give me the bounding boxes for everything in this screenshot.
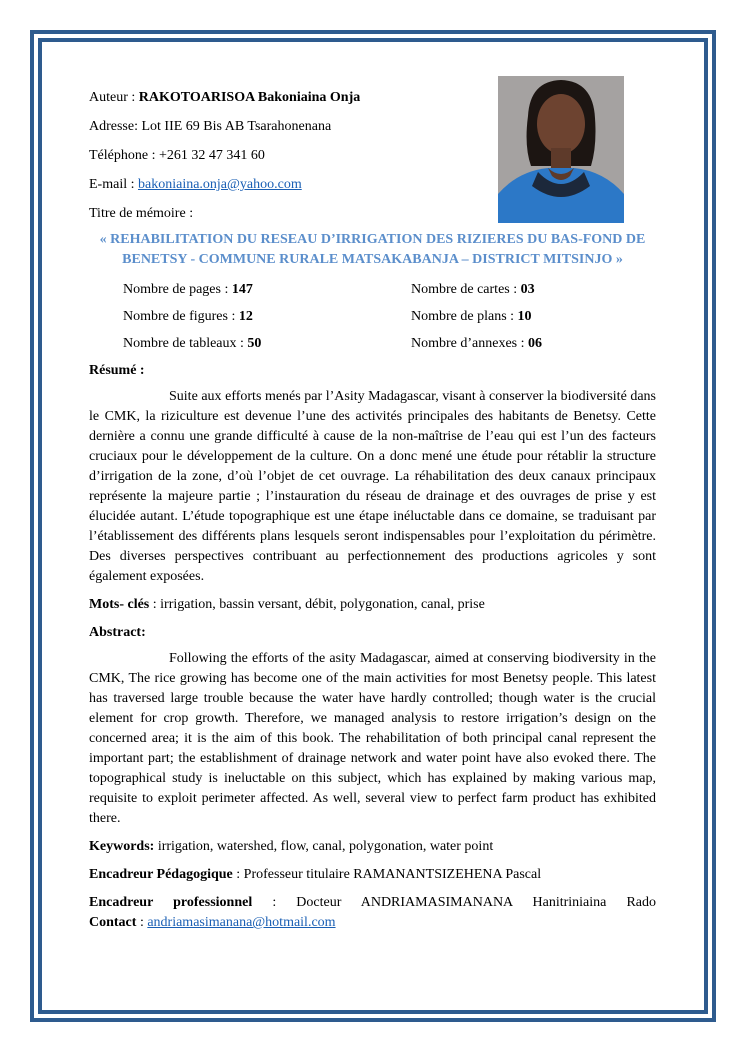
thesis-title: « REHABILITATION DU RESEAU D’IRRIGATION DES RIZIERES DU BAS-FOND DE BENETSY - COMMUNE RURALE MATSAKABANJA – DISTRICT MITSINJO » — [99, 232, 646, 267]
stat-tableaux-value: 50 — [247, 336, 262, 351]
stat-cartes-value: 03 — [520, 282, 535, 297]
mots-cles — [89, 595, 656, 615]
author-label: Auteur : — [89, 90, 139, 105]
mots-cles-value: : irrigation, bassin versant, débit, polygonation, canal, prise — [149, 597, 485, 612]
stat-figures-label: Nombre de figures : — [123, 309, 239, 324]
encadreur-pedagogique-value: : Professeur titulaire RAMANANTSIZEHENA Pascal — [232, 867, 542, 882]
stat-plans — [411, 307, 532, 327]
stat-annexes-value: 06 — [528, 336, 543, 351]
thesis-label: Titre de mémoire : — [89, 206, 194, 221]
address-line: Adresse: Lot IIE 69 Bis AB Tsarahonenana — [89, 119, 332, 134]
stat-figures-value: 12 — [238, 309, 253, 324]
abstract-text: Following the efforts of the asity Madagascar, aimed at conserving biodiversity in the CMK, The rice growing has become one of the main activities for most Benetsy people. This latest has traversed large trouble because the water have hardly controlled; though water is the crucial element for crop growth. Therefore, we managed analysis to restore irrigation’s design on the concerned area; it is the aim of this book. The rehabilitation of both principal canal represent the important part; the establishment of drainage network and water point have also evoked there. The topographical study is ineluctable on this subject, which has explained by making various map, requisite to exploit perimeter affected. As well, several view to perfect farm product has exhibited there. — [89, 651, 656, 826]
resume-text: Suite aux efforts menés par l’Asity Madagascar, visant à conserver la biodiversité dans le CMK, la riziculture est devenue l’une des activités principales des habitants de Benetsy. Cette dernière a connu une grande difficulté à cause de la non-maîtrise de l’eau qui est l’un des facteurs cruciaux pour le développement de la culture. On a donc mené une étude pour rétablir la structure d’irrigation de la zone, d’où l’objet de cet ouvrage. La réhabilitation des deux canaux principaux représente la majeure partie ; l’instauration du réseau de drainage et des ouvrages de prise y est élucidée autant. L’étude topographique est une étape inéluctable dans ce domaine, se traduisant par l’établissement des différents plans lesquels seront indispensables pour l’exploitation du périmètre. Des diverses perspectives contribuant au perfectionnement des productions agricoles y sont également exposées. — [89, 389, 656, 584]
keywords — [89, 837, 656, 857]
stat-plans-value: 10 — [517, 309, 532, 324]
stats-row — [123, 280, 656, 300]
author-line — [89, 88, 656, 108]
stat-pages-value: 147 — [231, 282, 253, 297]
stat-cartes — [411, 280, 535, 300]
mots-cles-label: Mots- clés — [89, 597, 150, 612]
phone-line: Téléphone : +261 32 47 341 60 — [89, 148, 265, 163]
email-label: E-mail : — [89, 177, 138, 192]
stat-plans-label: Nombre de plans : — [411, 309, 518, 324]
abstract-heading: Abstract: — [89, 625, 146, 640]
contact — [89, 913, 656, 933]
stat-tableaux — [123, 334, 411, 354]
stat-annexes — [411, 334, 542, 354]
keywords-value: irrigation, watershed, flow, canal, polygonation, water point — [154, 839, 494, 854]
encadreur-pedagogique-label: Encadreur Pédagogique — [89, 867, 233, 882]
resume-heading: Résumé : — [89, 363, 145, 378]
stat-figures — [123, 307, 411, 327]
stat-pages — [123, 280, 411, 300]
document-body — [89, 88, 656, 933]
author-name: RAKOTOARISOA Bakoniaina Onja — [138, 90, 361, 105]
stat-tableaux-label: Nombre de tableaux : — [123, 336, 248, 351]
contact-label: Contact — [89, 915, 137, 930]
document-stats — [123, 280, 656, 354]
email-link[interactable]: bakoniaina.onja@yahoo.com — [138, 177, 302, 192]
stats-row — [123, 307, 656, 327]
keywords-label: Keywords: — [89, 839, 155, 854]
stat-cartes-label: Nombre de cartes : — [411, 282, 521, 297]
contact-separator: : — [136, 915, 148, 930]
stat-pages-label: Nombre de pages : — [123, 282, 232, 297]
encadreur-pedagogique — [89, 865, 656, 885]
stat-annexes-label: Nombre d’annexes : — [411, 336, 529, 351]
email-line — [89, 175, 656, 195]
contact-email-link[interactable]: andriamasimanana@hotmail.com — [147, 915, 336, 930]
encadreur-professionnel-label: Encadreur professionnel — [89, 895, 253, 910]
encadreur-professionnel-value: : Docteur ANDRIAMASIMANANA Hanitriniaina Rado — [252, 895, 656, 910]
stats-row — [123, 334, 656, 354]
encadreur-professionnel — [89, 893, 656, 913]
